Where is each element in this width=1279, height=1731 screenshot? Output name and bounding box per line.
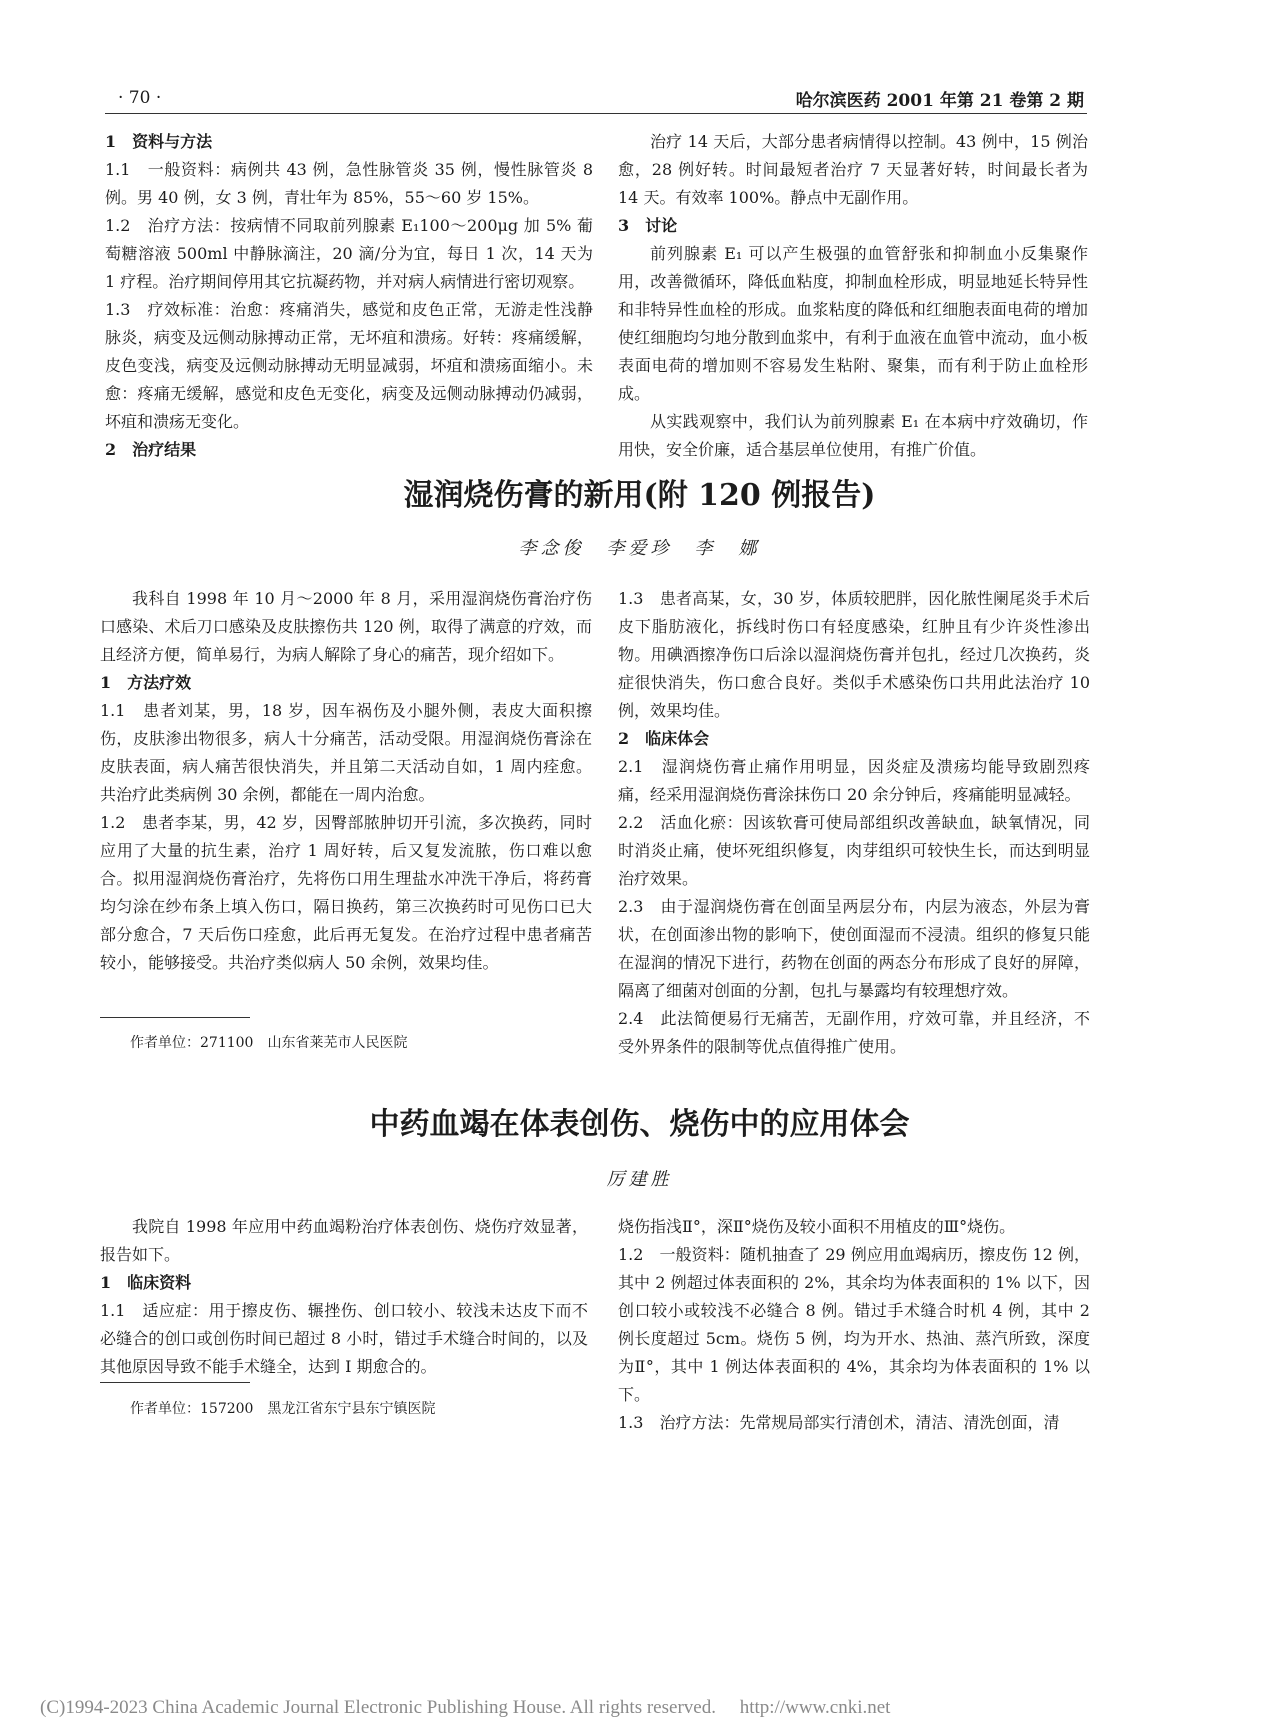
paragraph: 1.2 一般资料：随机抽查了 29 例应用血竭病历，擦皮伤 12 例，其中 2 例超过体表面积的 2%，其余均为体表面积的 1% 以下，因创口较小或较浅不必缝合 8 例。错过手术缝合时机 4 例，其中 2 例长度超过 5cm。烧伤 5 例，均为开水、热油、蒸汽所致，深度为Ⅱ°，其中 1 例达体表面积的 4%，其余均为体表面积的 1% 以下。 (618, 1245, 1090, 1404)
paragraph: 1.2 治疗方法：按病情不同取前列腺素 E₁100～200μg 加 5% 葡萄糖溶液 500ml 中静脉滴注，20 滴/分为宜，每日 1 次，14 天为 1 疗程。治疗期间停用其它抗凝药物，并对病人病情进行密切观察。 (105, 216, 593, 291)
section-heading: 1 方法疗效 (100, 673, 192, 692)
paragraph: 前列腺素 E₁ 可以产生极强的血管舒张和抑制血小反集聚作用，改善微循环，降低血粘度，抑制血栓形成，明显地延长特异性和非特异性血栓的形成。血浆粘度的降低和红细胞表面电荷的增加使红细胞均匀地分散到血浆中，有利于血液在血管中流动，血小板表面电荷的增加则不容易发生粘附、聚集，而有利于防止血栓形成。 (618, 244, 1088, 403)
article3-authors: 厉建胜 (606, 1169, 673, 1190)
section-heading: 3 讨论 (618, 216, 678, 235)
paragraph: 1.1 适应症：用于擦皮伤、辗挫伤、创口较小、较浅未达皮下而不必缝合的创口或创伤时间已超过 8 小时，错过手术缝合时间的，以及其他原因导致不能手术缝全，达到 Ⅰ 期愈合的。 (100, 1301, 588, 1376)
article3-right-column (618, 1213, 1090, 1437)
paragraph: 从实践观察中，我们认为前列腺素 E₁ 在本病中疗效确切，作用快，安全价廉，适合基层单位使用，有推广价值。 (618, 412, 1088, 459)
paragraph: 2.3 由于湿润烧伤膏在创面呈两层分布，内层为液态，外层为膏状，在创面渗出物的影响下，使创面湿而不浸渍。组织的修复只能在湿润的情况下进行，药物在创面的两态分布形成了良好的屏障，隔离了细菌对创面的分割，包扎与暴露均有较理想疗效。 (618, 897, 1090, 1000)
header-rule (105, 113, 1087, 114)
paragraph: 我科自 1998 年 10 月～2000 年 8 月，采用湿润烧伤膏治疗伤口感染、术后刀口感染及皮肤擦伤共 120 例，取得了满意的疗效，而且经济方便，简单易行，为病人解除了身心的痛苦，现介绍如下。 (100, 589, 592, 664)
paragraph: 1.1 一般资料：病例共 43 例，急性脉管炎 35 例，慢性脉管炎 8 例。男 40 例，女 3 例，青壮年为 85%，55～60 岁 15%。 (105, 160, 593, 207)
section-heading: 2 治疗结果 (105, 440, 197, 459)
paragraph: 1.3 治疗方法：先常规局部实行清创术，清洁、清洗创面，清 (618, 1413, 1060, 1432)
article2-footnote-rule (100, 1017, 250, 1018)
paragraph: 1.3 患者高某，女，30 岁，体质较肥胖，因化脓性阑尾炎手术后皮下脂肪液化，拆线时伤口有轻度感染，红肿且有少许炎性渗出物。用碘酒擦净伤口后涂以湿润烧伤膏并包扎，经过几次换药，炎症很快消失，伤口愈合良好。类似手术感染伤口共用此法治疗 10 例，效果均佳。 (618, 589, 1090, 720)
paragraph: 治疗 14 天后，大部分患者病情得以控制。43 例中，15 例治愈，28 例好转。时间最短者治疗 7 天显著好转，时间最长者为 14 天。有效率 100%。静点中无副作用。 (618, 132, 1088, 207)
article2-left-column (100, 585, 592, 977)
article3-footnote-rule (100, 1382, 250, 1383)
article2-title: 湿润烧伤膏的新用(附 120 例报告) (403, 478, 876, 513)
section-heading: 2 临床体会 (618, 729, 710, 748)
journal-issue: 哈尔滨医药 2001 年第 21 卷第 2 期 (795, 91, 1084, 111)
article3-left-column (100, 1213, 588, 1381)
paragraph: 烧伤指浅Ⅱ°，深Ⅱ°烧伤及较小面积不用植皮的Ⅲ°烧伤。 (618, 1217, 1016, 1236)
paragraph: 2.2 活血化瘀：因该软膏可使局部组织改善缺血，缺氧情况，同时消炎止痛，使坏死组织修复，肉芽组织可较快生长，而达到明显治疗效果。 (618, 813, 1090, 888)
section-heading: 1 临床资料 (100, 1273, 192, 1292)
article2-authors: 李念俊 李爱珍 李 娜 (518, 538, 761, 559)
paragraph: 我院自 1998 年应用中药血竭粉治疗体表创伤、烧伤疗效显著，报告如下。 (100, 1217, 588, 1264)
paragraph: 2.4 此法简便易行无痛苦，无副作用，疗效可靠，并且经济，不受外界条件的限制等优点值得推广使用。 (618, 1009, 1090, 1056)
article2-footnote: 作者单位：271100 山东省莱芜市人民医院 (130, 1035, 408, 1051)
paragraph: 1.1 患者刘某，男，18 岁，因车祸伤及小腿外侧，表皮大面积擦伤，皮肤渗出物很多，病人十分痛苦，活动受限。用湿润烧伤膏涂在皮肤表面，病人痛苦很快消失，并且第二天活动自如，1 周内痊愈。共治疗此类病例 30 余例，都能在一周内治愈。 (100, 701, 592, 804)
article3-title: 中药血竭在体表创伤、烧伤中的应用体会 (369, 1107, 910, 1142)
article2-right-column (618, 585, 1090, 1061)
article1-left-column (105, 128, 593, 464)
copyright-notice: (C)1994-2023 China Academic Journal Electronic Publishing House. All rights reserved. http://www.cnki.net (40, 1697, 891, 1718)
article1-right-column (618, 128, 1088, 464)
paragraph: 1.2 患者李某，男，42 岁，因臀部脓肿切开引流，多次换药，同时应用了大量的抗生素，治疗 1 周好转，后又复发流脓，伤口难以愈合。拟用湿润烧伤膏治疗，先将伤口用生理盐水冲洗干净后，将药膏均匀涂在纱布条上填入伤口，隔日换药，第三次换药时可见伤口已大部分愈合，7 天后伤口痊愈，此后再无复发。在治疗过程中患者痛苦较小，能够接受。共治疗类似病人 50 余例，效果均佳。 (100, 813, 592, 972)
paragraph: 1.3 疗效标准：治愈：疼痛消失，感觉和皮色正常，无游走性浅静脉炎，病变及远侧动脉搏动正常，无坏疽和溃疡。好转：疼痛缓解，皮色变浅，病变及远侧动脉搏动无明显减弱，坏疽和溃疡面缩小。未愈：疼痛无缓解，感觉和皮色无变化，病变及远侧动脉搏动仍减弱，坏疽和溃疡无变化。 (105, 300, 593, 431)
article3-footnote: 作者单位：157200 黑龙江省东宁县东宁镇医院 (130, 1401, 436, 1417)
section-heading: 1 资料与方法 (105, 132, 213, 151)
page-number: · 70 · (118, 88, 162, 108)
paragraph: 2.1 湿润烧伤膏止痛作用明显，因炎症及溃疡均能导致剧烈疼痛，经采用湿润烧伤膏涂抹伤口 20 余分钟后，疼痛能明显减轻。 (618, 757, 1090, 804)
